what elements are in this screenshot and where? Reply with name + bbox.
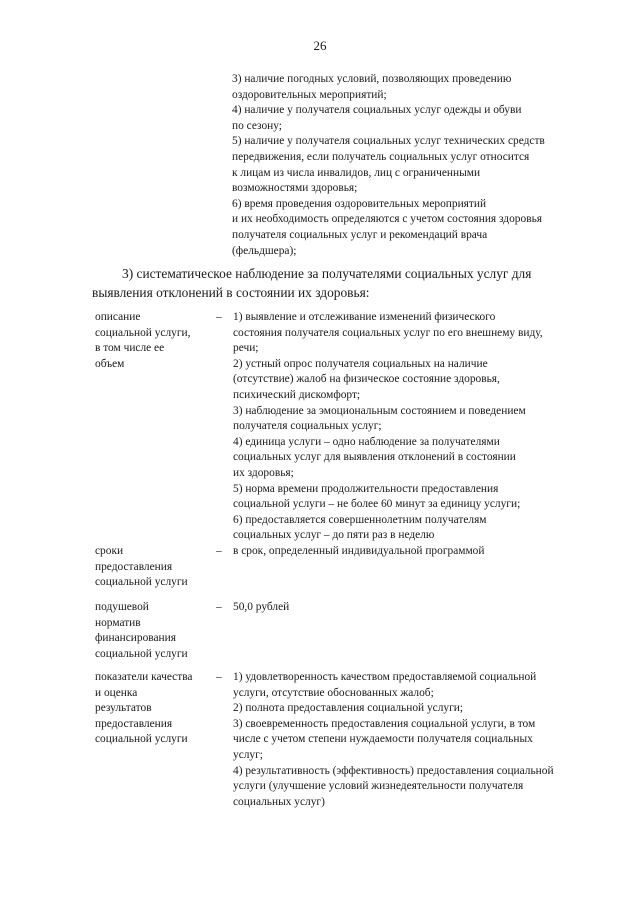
value-line: 5) норма времени продолжительности предоставления: [233, 482, 499, 495]
row-value: [233, 310, 603, 544]
continuation-line: к лицам из числа инвалидов, лиц с ограниченными: [232, 166, 481, 179]
continuation-line: (фельдшера);: [232, 244, 297, 257]
value-line: речи;: [233, 342, 259, 355]
row-value: [233, 670, 603, 810]
value-line: 50,0 рублей: [233, 601, 290, 613]
continuation-line: получателя социальных услуг и рекомендаций врача: [232, 228, 488, 241]
continuation-list: [232, 72, 602, 259]
value-line: получателя социальных услуг;: [233, 420, 382, 433]
value-line: 2) полнота предоставления социальной услуги;: [233, 702, 464, 715]
label-line: и оценка: [95, 686, 138, 699]
row-dash: –: [216, 311, 222, 323]
value-line: 4) единица услуги – одно наблюдение за получателями: [233, 435, 500, 448]
label-line: финансирования: [95, 632, 176, 645]
value-line: 4) результативность (эффективность) предоставления социальной: [233, 764, 554, 777]
value-line: услуги, отсутствие обоснованных жалоб;: [233, 686, 434, 699]
value-line: в срок, определенный индивидуальной программой: [233, 545, 485, 557]
value-line: психический дискомфорт;: [233, 388, 361, 401]
label-line: результатов: [95, 702, 152, 715]
row-label: [95, 600, 210, 662]
label-line: социальной услуги: [95, 576, 188, 589]
label-line: в том числе ее: [95, 342, 165, 355]
section-heading-line: выявления отклонений в состоянии их здоровья:: [92, 285, 370, 300]
section-heading-line: 3) систематическое наблюдение за получателями социальных услуг для: [122, 266, 532, 281]
value-line: состояния получателя социальных услуг по его внешнему виду,: [233, 326, 543, 339]
row-label: [95, 670, 210, 748]
value-line: услуги (улучшение условий жизнедеятельности получателя: [233, 780, 524, 793]
value-line: социальных услуг для выявления отклонений в состоянии: [233, 451, 516, 464]
continuation-line: возможностями здоровья;: [232, 182, 358, 195]
label-line: сроки: [95, 545, 124, 557]
continuation-line: 3) наличие погодных условий, позволяющих проведению: [232, 73, 512, 85]
label-line: подушевой: [95, 601, 149, 613]
label-line: социальной услуги: [95, 647, 188, 660]
row-label: [95, 544, 210, 591]
value-line: (отсутствие) жалоб на физическое состояние здоровья,: [233, 373, 500, 386]
value-line: услуг;: [233, 748, 263, 761]
label-line: объем: [95, 357, 125, 370]
continuation-line: 5) наличие у получателя социальных услуг технических средств: [232, 135, 545, 148]
continuation-line: по сезону;: [232, 119, 282, 132]
value-line: 3) наблюдение за эмоциональным состоянием и поведением: [233, 404, 526, 417]
label-line: социальной услуги: [95, 733, 188, 746]
row-dash: –: [216, 601, 222, 613]
value-line: социальных услуг – до пяти раз в неделю: [233, 529, 435, 542]
value-line: их здоровья;: [233, 466, 294, 479]
row-label: [95, 310, 210, 372]
label-line: предоставления: [95, 717, 173, 730]
continuation-line: передвижения, если получатель социальных услуг относится: [232, 150, 530, 163]
value-line: социальной услуги – не более 60 минут за единицу услуги;: [233, 498, 521, 511]
section-heading: [92, 264, 602, 302]
label-line: предоставления: [95, 560, 173, 573]
label-line: норматив: [95, 616, 141, 629]
continuation-line: 6) время проведения оздоровительных мероприятий: [232, 197, 487, 210]
label-line: показатели качества: [95, 671, 193, 683]
continuation-line: 4) наличие у получателя социальных услуг одежды и обуви: [232, 104, 522, 117]
label-line: описание: [95, 311, 141, 323]
label-line: социальной услуги,: [95, 326, 191, 339]
continuation-line: оздоровительных мероприятий;: [232, 88, 387, 101]
continuation-line: и их необходимость определяются с учетом состояния здоровья: [232, 213, 543, 226]
row-dash: –: [216, 545, 222, 557]
value-line: 1) выявление и отслеживание изменений физического: [233, 311, 496, 323]
row-dash: –: [216, 671, 222, 683]
value-line: 2) устный опрос получателя социальных на наличие: [233, 357, 488, 370]
page-number: 26: [313, 38, 327, 53]
value-line: 1) удовлетворенность качеством предоставляемой социальной: [233, 671, 537, 683]
row-value: [233, 544, 603, 560]
value-line: числе с учетом степени нуждаемости получателя социальных: [233, 733, 533, 746]
value-line: социальных услуг): [233, 795, 325, 808]
value-line: 3) своевременность предоставления социальной услуги, в том: [233, 717, 536, 730]
value-line: 6) предоставляется совершеннолетним получателям: [233, 513, 487, 526]
row-value: [233, 600, 603, 616]
